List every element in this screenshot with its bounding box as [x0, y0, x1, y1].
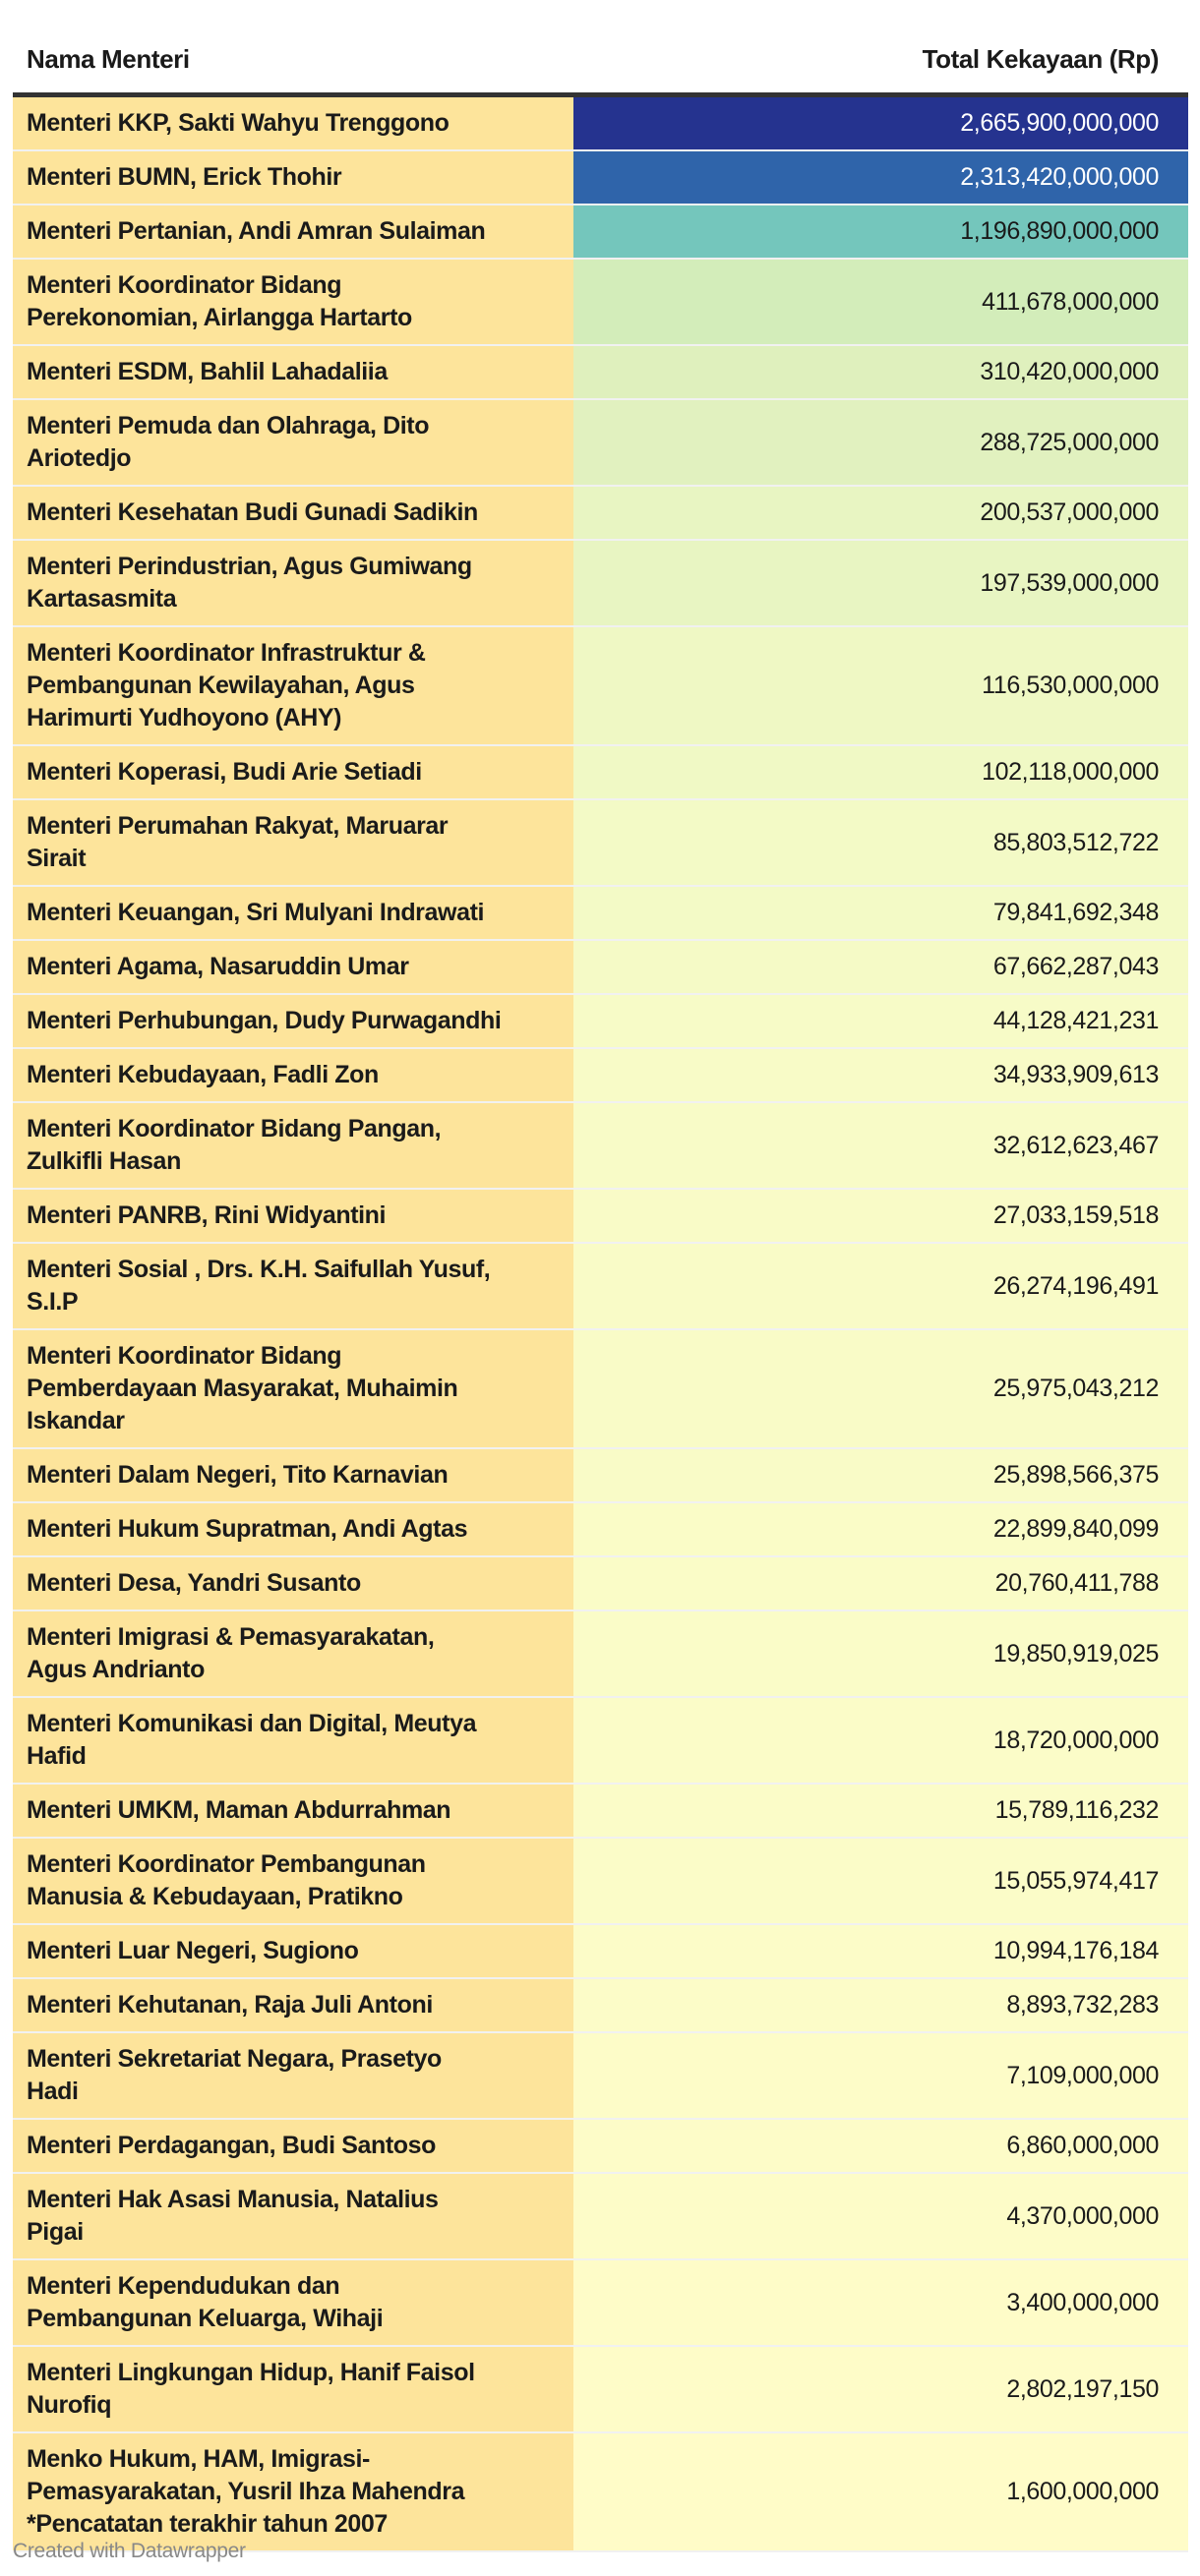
total-wealth-value: 26,274,196,491 — [573, 1244, 1188, 1328]
total-wealth-value: 10,994,176,184 — [573, 1925, 1188, 1977]
total-wealth-value: 6,860,000,000 — [573, 2120, 1188, 2172]
minister-name: Menteri Desa, Yandri Susanto — [13, 1557, 573, 1610]
minister-name: Menteri Perdagangan, Budi Santoso — [13, 2120, 573, 2172]
minister-name: Menteri Kebudayaan, Fadli Zon — [13, 1049, 573, 1101]
minister-name: Menteri BUMN, Erick Thohir — [13, 151, 573, 204]
table-row — [13, 1611, 1188, 1698]
column-header-name[interactable]: Nama Menteri — [27, 44, 190, 74]
table-row — [13, 2433, 1188, 2552]
table-row — [13, 2347, 1188, 2433]
minister-name: Menteri Sekretariat Negara, Prasetyo Hadi — [13, 2033, 573, 2118]
column-header-value[interactable]: Total Kekayaan (Rp) — [922, 44, 1159, 74]
minister-name: Menteri Kesehatan Budi Gunadi Sadikin — [13, 487, 573, 539]
total-wealth-value: 15,055,974,417 — [573, 1839, 1188, 1923]
minister-name: Menteri Keuangan, Sri Mulyani Indrawati — [13, 887, 573, 939]
table-row — [13, 887, 1188, 941]
minister-name: Menteri Koperasi, Budi Arie Setiadi — [13, 746, 573, 798]
minister-name: Menteri Koordinator Bidang Pemberdayaan Masyarakat, Muhaimin Iskandar — [13, 1330, 573, 1447]
minister-name: Menteri Perhubungan, Dudy Purwagandhi — [13, 995, 573, 1047]
minister-name: Menteri Perindustrian, Agus Gumiwang Kartasasmita — [13, 541, 573, 625]
minister-name: Menteri Luar Negeri, Sugiono — [13, 1925, 573, 1977]
total-wealth-value: 7,109,000,000 — [573, 2033, 1188, 2118]
total-wealth-value: 411,678,000,000 — [573, 260, 1188, 344]
total-wealth-value: 102,118,000,000 — [573, 746, 1188, 798]
total-wealth-value: 197,539,000,000 — [573, 541, 1188, 625]
total-wealth-value: 79,841,692,348 — [573, 887, 1188, 939]
minister-name: Menteri Hukum Supratman, Andi Agtas — [13, 1503, 573, 1555]
minister-name: Menteri Koordinator Infrastruktur & Pembangunan Kewilayahan, Agus Harimurti Yudhoyono (AHY) — [13, 627, 573, 744]
table-row — [13, 1698, 1188, 1785]
table-row — [13, 2033, 1188, 2120]
total-wealth-value: 44,128,421,231 — [573, 995, 1188, 1047]
total-wealth-value: 3,400,000,000 — [573, 2260, 1188, 2345]
table-row — [13, 1244, 1188, 1330]
table-body — [13, 97, 1188, 2552]
total-wealth-value: 15,789,116,232 — [573, 1785, 1188, 1837]
table-row — [13, 2120, 1188, 2174]
table-row — [13, 541, 1188, 627]
table-row — [13, 151, 1188, 205]
table-row — [13, 1557, 1188, 1611]
table-row — [13, 487, 1188, 541]
minister-name: Menteri Dalam Negeri, Tito Karnavian — [13, 1449, 573, 1501]
table-row — [13, 746, 1188, 800]
minister-name: Menteri Perumahan Rakyat, Maruarar Sirait — [13, 800, 573, 885]
minister-name: Menteri Koordinator Bidang Pangan, Zulkifli Hasan — [13, 1103, 573, 1188]
table-row — [13, 1449, 1188, 1503]
minister-name: Menteri KKP, Sakti Wahyu Trenggono — [13, 97, 573, 149]
table-row — [13, 1103, 1188, 1190]
total-wealth-value: 32,612,623,467 — [573, 1103, 1188, 1188]
total-wealth-value: 116,530,000,000 — [573, 627, 1188, 744]
table-row — [13, 800, 1188, 887]
table-row — [13, 627, 1188, 746]
total-wealth-value: 85,803,512,722 — [573, 800, 1188, 885]
table-row — [13, 1190, 1188, 1244]
minister-name: Menteri Kehutanan, Raja Juli Antoni — [13, 1979, 573, 2031]
total-wealth-value: 1,600,000,000 — [573, 2433, 1188, 2550]
minister-name: Menteri Agama, Nasaruddin Umar — [13, 941, 573, 993]
total-wealth-value: 288,725,000,000 — [573, 400, 1188, 485]
minister-name: Menteri Komunikasi dan Digital, Meutya Hafid — [13, 1698, 573, 1783]
table-row — [13, 1979, 1188, 2033]
minister-name: Menteri Sosial , Drs. K.H. Saifullah Yusuf, S.I.P — [13, 1244, 573, 1328]
table-row — [13, 941, 1188, 995]
minister-name: Menteri Pertanian, Andi Amran Sulaiman — [13, 205, 573, 258]
table-row — [13, 1503, 1188, 1557]
total-wealth-value: 27,033,159,518 — [573, 1190, 1188, 1242]
minister-name: Menteri Kependudukan dan Pembangunan Keluarga, Wihaji — [13, 2260, 573, 2345]
minister-name: Menteri Hak Asasi Manusia, Natalius Pigai — [13, 2174, 573, 2258]
total-wealth-value: 4,370,000,000 — [573, 2174, 1188, 2258]
table-row — [13, 1330, 1188, 1449]
minister-name: Menteri Koordinator Bidang Perekonomian, Airlangga Hartarto — [13, 260, 573, 344]
table-row — [13, 1785, 1188, 1839]
total-wealth-value: 200,537,000,000 — [573, 487, 1188, 539]
total-wealth-value: 1,196,890,000,000 — [573, 205, 1188, 258]
minister-name: Menteri Imigrasi & Pemasyarakatan, Agus Andrianto — [13, 1611, 573, 1696]
total-wealth-value: 310,420,000,000 — [573, 346, 1188, 398]
datawrapper-credit[interactable]: Created with Datawrapper — [13, 2540, 246, 2562]
total-wealth-value: 19,850,919,025 — [573, 1611, 1188, 1696]
total-wealth-value: 18,720,000,000 — [573, 1698, 1188, 1783]
table-row — [13, 1049, 1188, 1103]
total-wealth-value: 25,898,566,375 — [573, 1449, 1188, 1501]
total-wealth-value: 8,893,732,283 — [573, 1979, 1188, 2031]
table-row — [13, 205, 1188, 260]
total-wealth-value: 67,662,287,043 — [573, 941, 1188, 993]
total-wealth-value: 2,802,197,150 — [573, 2347, 1188, 2431]
table-header — [13, 0, 1188, 97]
total-wealth-value: 25,975,043,212 — [573, 1330, 1188, 1447]
table-row — [13, 346, 1188, 400]
wealth-table — [13, 0, 1188, 2552]
table-row — [13, 260, 1188, 346]
minister-name: Menteri ESDM, Bahlil Lahadaliia — [13, 346, 573, 398]
table-row — [13, 1925, 1188, 1979]
table-row — [13, 1839, 1188, 1925]
minister-name: Menko Hukum, HAM, Imigrasi- Pemasyarakatan, Yusril Ihza Mahendra *Pencatatan terakhir tahun 2007 — [13, 2433, 573, 2550]
table-row — [13, 2260, 1188, 2347]
table-row — [13, 97, 1188, 151]
total-wealth-value: 20,760,411,788 — [573, 1557, 1188, 1610]
minister-name: Menteri UMKM, Maman Abdurrahman — [13, 1785, 573, 1837]
minister-name: Menteri Lingkungan Hidup, Hanif Faisol Nurofiq — [13, 2347, 573, 2431]
minister-name: Menteri Pemuda dan Olahraga, Dito Ariotedjo — [13, 400, 573, 485]
total-wealth-value: 34,933,909,613 — [573, 1049, 1188, 1101]
table-row — [13, 2174, 1188, 2260]
table-row — [13, 400, 1188, 487]
minister-name: Menteri PANRB, Rini Widyantini — [13, 1190, 573, 1242]
table-row — [13, 995, 1188, 1049]
total-wealth-value: 2,313,420,000,000 — [573, 151, 1188, 204]
total-wealth-value: 2,665,900,000,000 — [573, 97, 1188, 149]
minister-name: Menteri Koordinator Pembangunan Manusia & Kebudayaan, Pratikno — [13, 1839, 573, 1923]
total-wealth-value: 22,899,840,099 — [573, 1503, 1188, 1555]
